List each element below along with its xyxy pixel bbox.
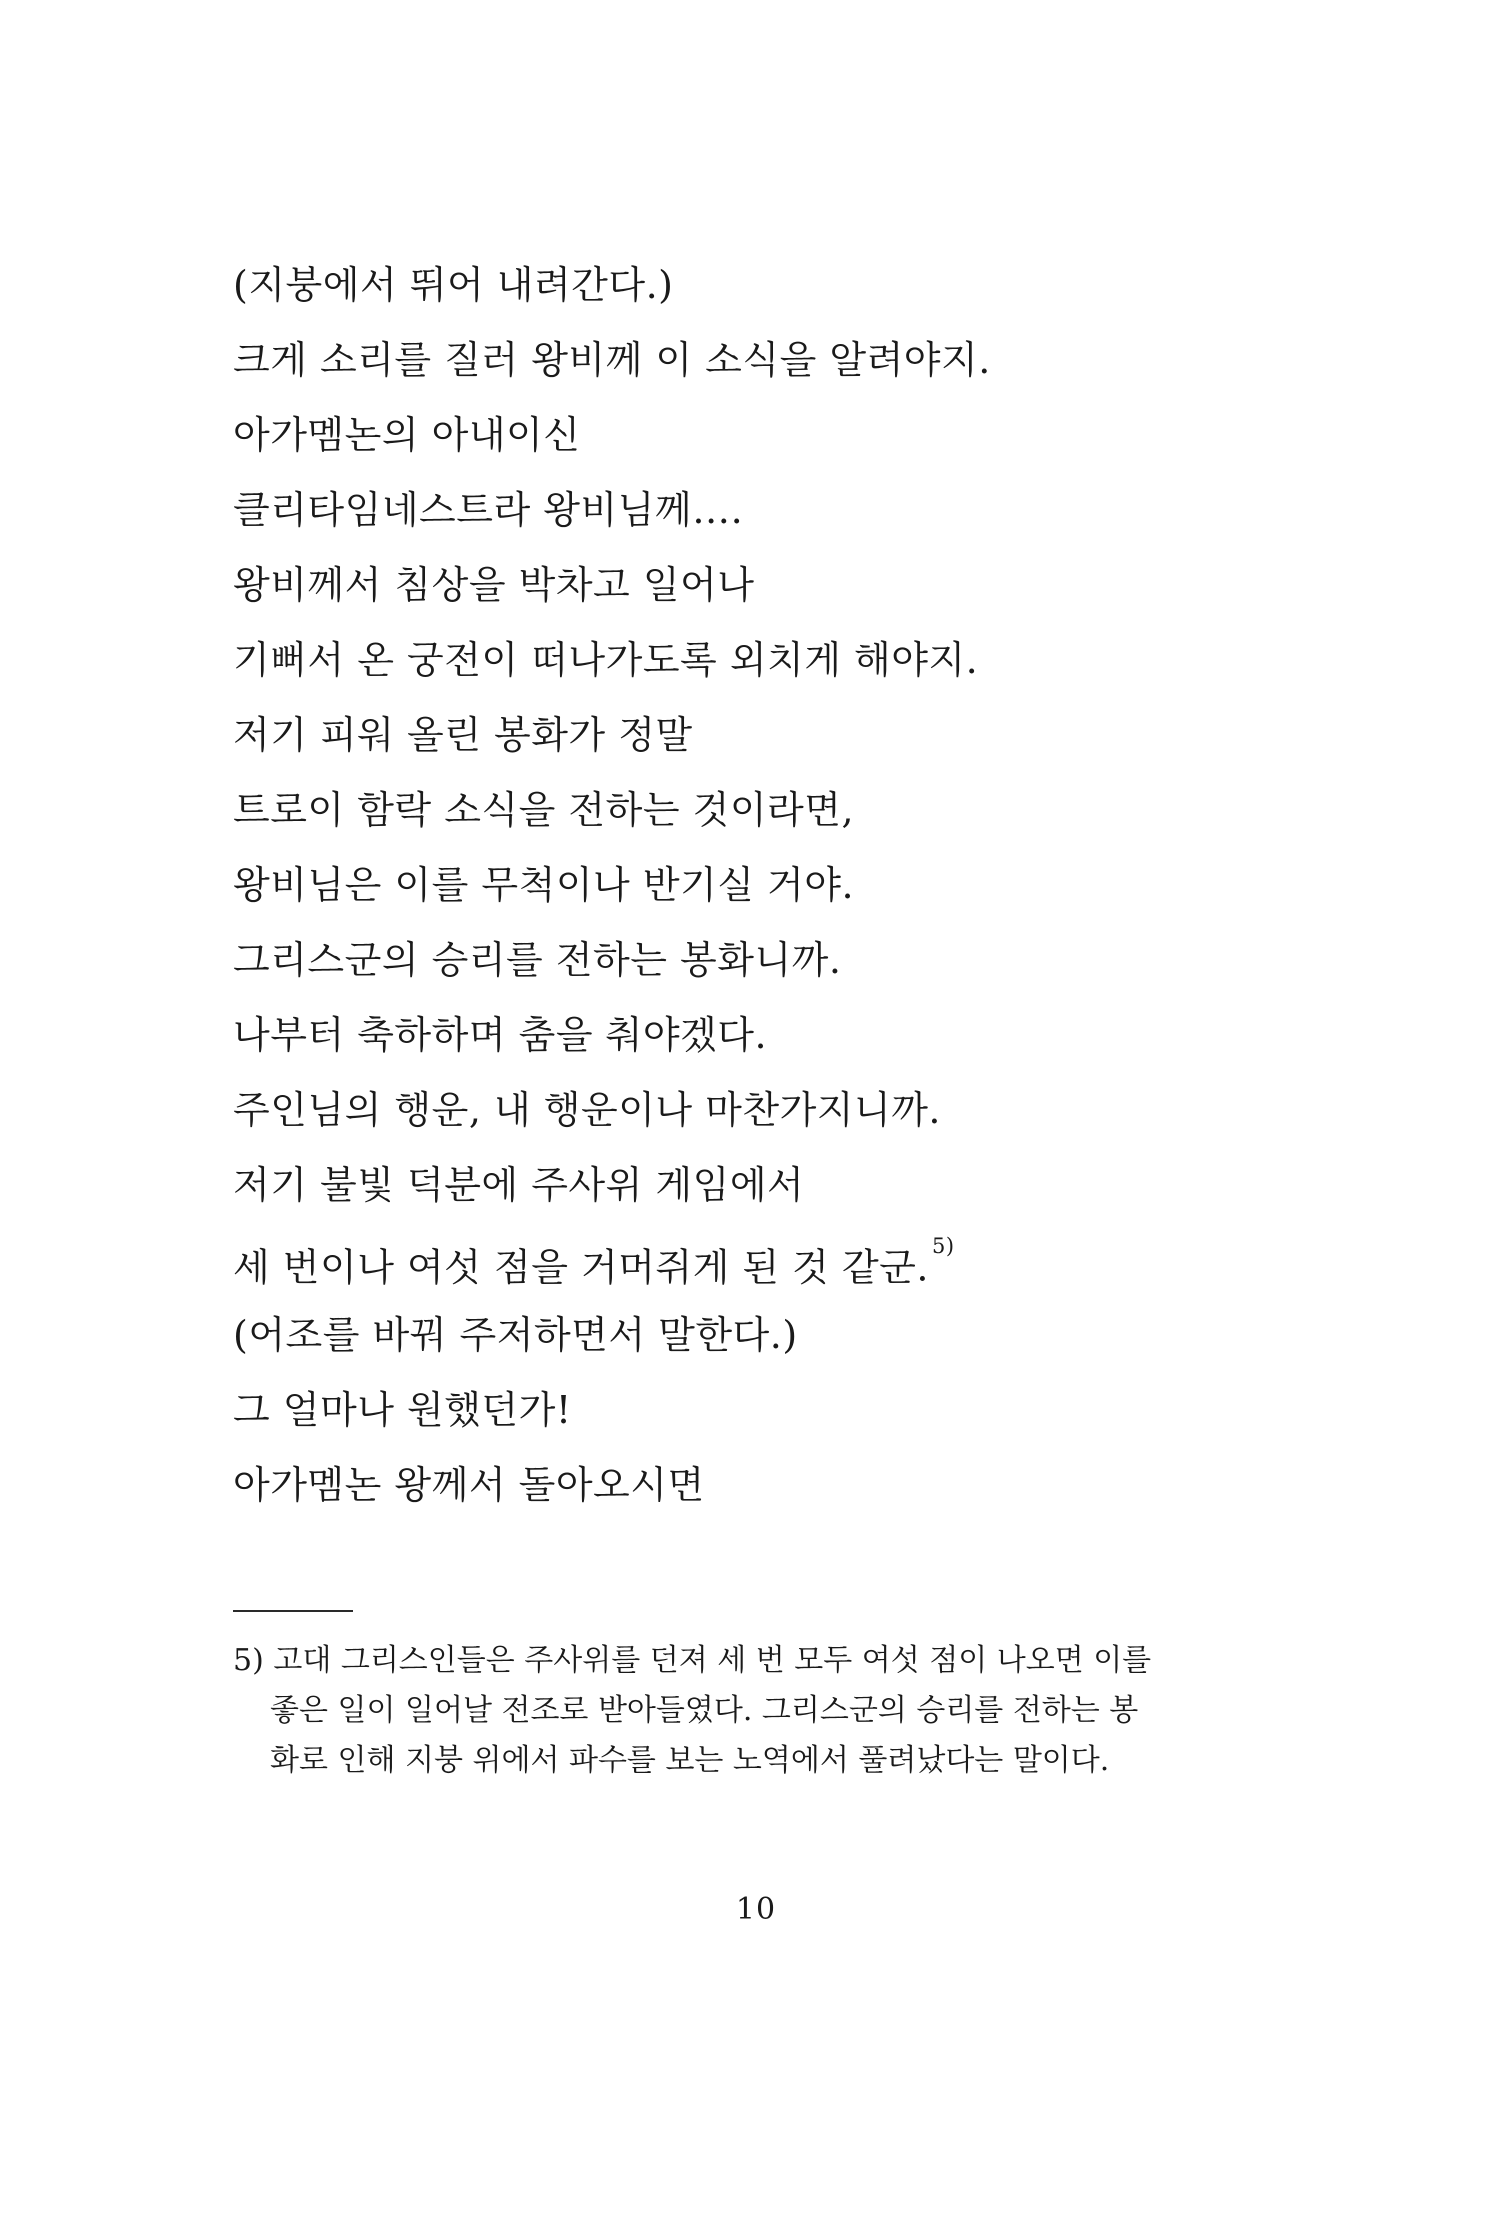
footnote-label: 5) — [233, 1643, 264, 1678]
verse-line: 저기 피워 올린 봉화가 정말 — [233, 713, 693, 757]
footnote-line: 좋은 일이 일어날 전조로 받아들였다. 그리스군의 승리를 전하는 봉 — [270, 1693, 1139, 1728]
footnote-line: 화로 인해 지붕 위에서 파수를 보는 노역에서 풀려났다는 말이다. — [270, 1743, 1110, 1778]
verse-line: 그 얼마나 원했던가! — [233, 1388, 572, 1432]
verse-line: 주인님의 행운, 내 행운이나 마찬가지니까. — [233, 1088, 942, 1132]
verse-line: 클리타임네스트라 왕비님께…. — [233, 488, 744, 532]
verse-line: 트로이 함락 소식을 전하는 것이라면, — [233, 788, 855, 832]
page-number: 10 — [735, 1892, 777, 1927]
verse-line: 아가멤논의 아내이신 — [233, 413, 581, 457]
footnote-divider — [233, 1610, 353, 1612]
verse-line: 왕비님은 이를 무척이나 반기실 거야. — [233, 863, 855, 907]
verse-line-with-footnote — [233, 1223, 1333, 1298]
footnote-line — [233, 1636, 1293, 1686]
verse-line: 저기 불빛 덕분에 주사위 게임에서 — [233, 1163, 805, 1207]
verse-line-text: 세 번이나 여섯 점을 거머쥐게 된 것 같군. — [233, 1245, 929, 1290]
footnote — [233, 1636, 1293, 1786]
footnote-reference[interactable]: 5) — [931, 1234, 955, 1258]
verse-line: 크게 소리를 질러 왕비께 이 소식을 알려야지. — [233, 338, 991, 382]
verse-line: 왕비께서 침상을 박차고 일어나 — [233, 563, 755, 607]
verse-line: 그리스군의 승리를 전하는 봉화니까. — [233, 938, 842, 982]
verse-line: 나부터 축하하며 춤을 춰야겠다. — [233, 1013, 768, 1057]
footnote-text: 고대 그리스인들은 주사위를 던져 세 번 모두 여섯 점이 나오면 이를 — [273, 1643, 1152, 1678]
verse-line: 아가멤논 왕께서 돌아오시면 — [233, 1463, 705, 1507]
verse-line: (지붕에서 뛰어 내려간다.) — [233, 263, 674, 307]
verse-line: (어조를 바꿔 주저하면서 말한다.) — [233, 1313, 798, 1357]
verse-text — [233, 248, 1333, 1523]
verse-line: 기뻐서 온 궁전이 떠나가도록 외치게 해야지. — [233, 638, 979, 682]
